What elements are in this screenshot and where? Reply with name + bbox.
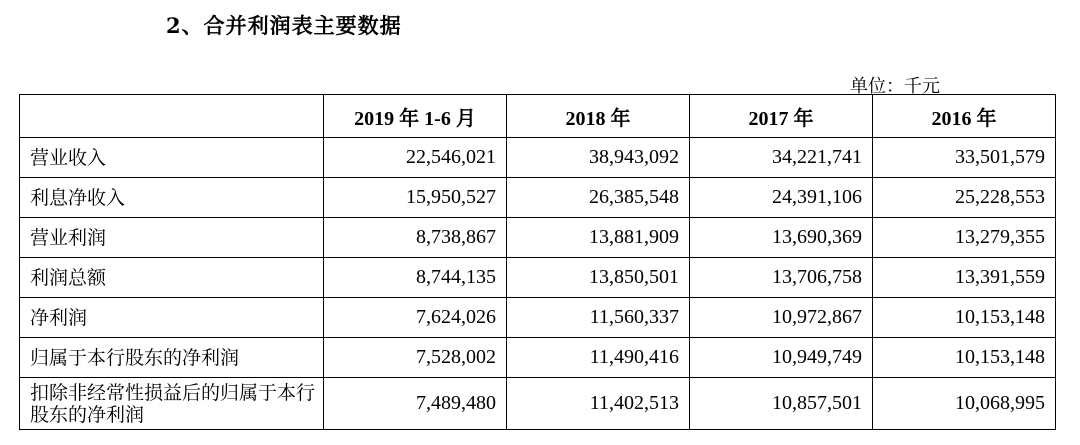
table-cell: 13,706,758 bbox=[690, 258, 873, 298]
row-label: 扣除非经常性损益后的归属于本行股东的净利润 bbox=[20, 378, 324, 430]
column-header-2016 bbox=[873, 95, 1056, 138]
column-header-label: 2017 年 bbox=[748, 107, 814, 130]
column-header-empty bbox=[20, 95, 324, 138]
table-cell: 10,949,749 bbox=[690, 338, 873, 378]
column-header-label: 2016 年 bbox=[931, 107, 997, 130]
table-cell: 7,624,026 bbox=[324, 298, 507, 338]
table-cell: 10,857,501 bbox=[690, 378, 873, 430]
table-header-row bbox=[20, 95, 1056, 138]
table-cell: 10,068,995 bbox=[873, 378, 1056, 430]
table-cell: 10,153,148 bbox=[873, 338, 1056, 378]
table-cell: 7,489,480 bbox=[324, 378, 507, 430]
table-cell: 26,385,548 bbox=[507, 178, 690, 218]
table-cell: 13,690,369 bbox=[690, 218, 873, 258]
column-header-label: 2019 年 1-6 月 bbox=[354, 107, 476, 130]
table-row bbox=[20, 178, 1056, 218]
column-header-label: 2018 年 bbox=[565, 107, 631, 130]
row-label: 归属于本行股东的净利润 bbox=[20, 338, 324, 378]
table-cell: 10,153,148 bbox=[873, 298, 1056, 338]
table-row bbox=[20, 338, 1056, 378]
table-cell: 13,279,355 bbox=[873, 218, 1056, 258]
row-label: 净利润 bbox=[20, 298, 324, 338]
row-label: 利息净收入 bbox=[20, 178, 324, 218]
table-cell: 25,228,553 bbox=[873, 178, 1056, 218]
table-cell: 24,391,106 bbox=[690, 178, 873, 218]
table-cell: 33,501,579 bbox=[873, 138, 1056, 178]
income-statement-table bbox=[19, 94, 1056, 430]
row-label: 利润总额 bbox=[20, 258, 324, 298]
column-header-2018 bbox=[507, 95, 690, 138]
unit-label: 单位：千元 bbox=[850, 76, 940, 97]
table-cell: 34,221,741 bbox=[690, 138, 873, 178]
table-cell: 22,546,021 bbox=[324, 138, 507, 178]
table-row bbox=[20, 298, 1056, 338]
table-cell: 13,881,909 bbox=[507, 218, 690, 258]
section-heading: 2、合并利润表主要数据 bbox=[166, 13, 402, 38]
table-cell: 11,490,416 bbox=[507, 338, 690, 378]
column-header-2019h1 bbox=[324, 95, 507, 138]
column-header-2017 bbox=[690, 95, 873, 138]
table-cell: 38,943,092 bbox=[507, 138, 690, 178]
table-cell: 11,402,513 bbox=[507, 378, 690, 430]
table-row bbox=[20, 378, 1056, 430]
table-cell: 13,391,559 bbox=[873, 258, 1056, 298]
table-cell: 8,738,867 bbox=[324, 218, 507, 258]
row-label: 营业收入 bbox=[20, 138, 324, 178]
table-cell: 15,950,527 bbox=[324, 178, 507, 218]
table-cell: 13,850,501 bbox=[507, 258, 690, 298]
table-cell: 8,744,135 bbox=[324, 258, 507, 298]
table-row bbox=[20, 258, 1056, 298]
table-row bbox=[20, 218, 1056, 258]
table-cell: 7,528,002 bbox=[324, 338, 507, 378]
table-cell: 11,560,337 bbox=[507, 298, 690, 338]
table-cell: 10,972,867 bbox=[690, 298, 873, 338]
row-label: 营业利润 bbox=[20, 218, 324, 258]
table-row bbox=[20, 138, 1056, 178]
